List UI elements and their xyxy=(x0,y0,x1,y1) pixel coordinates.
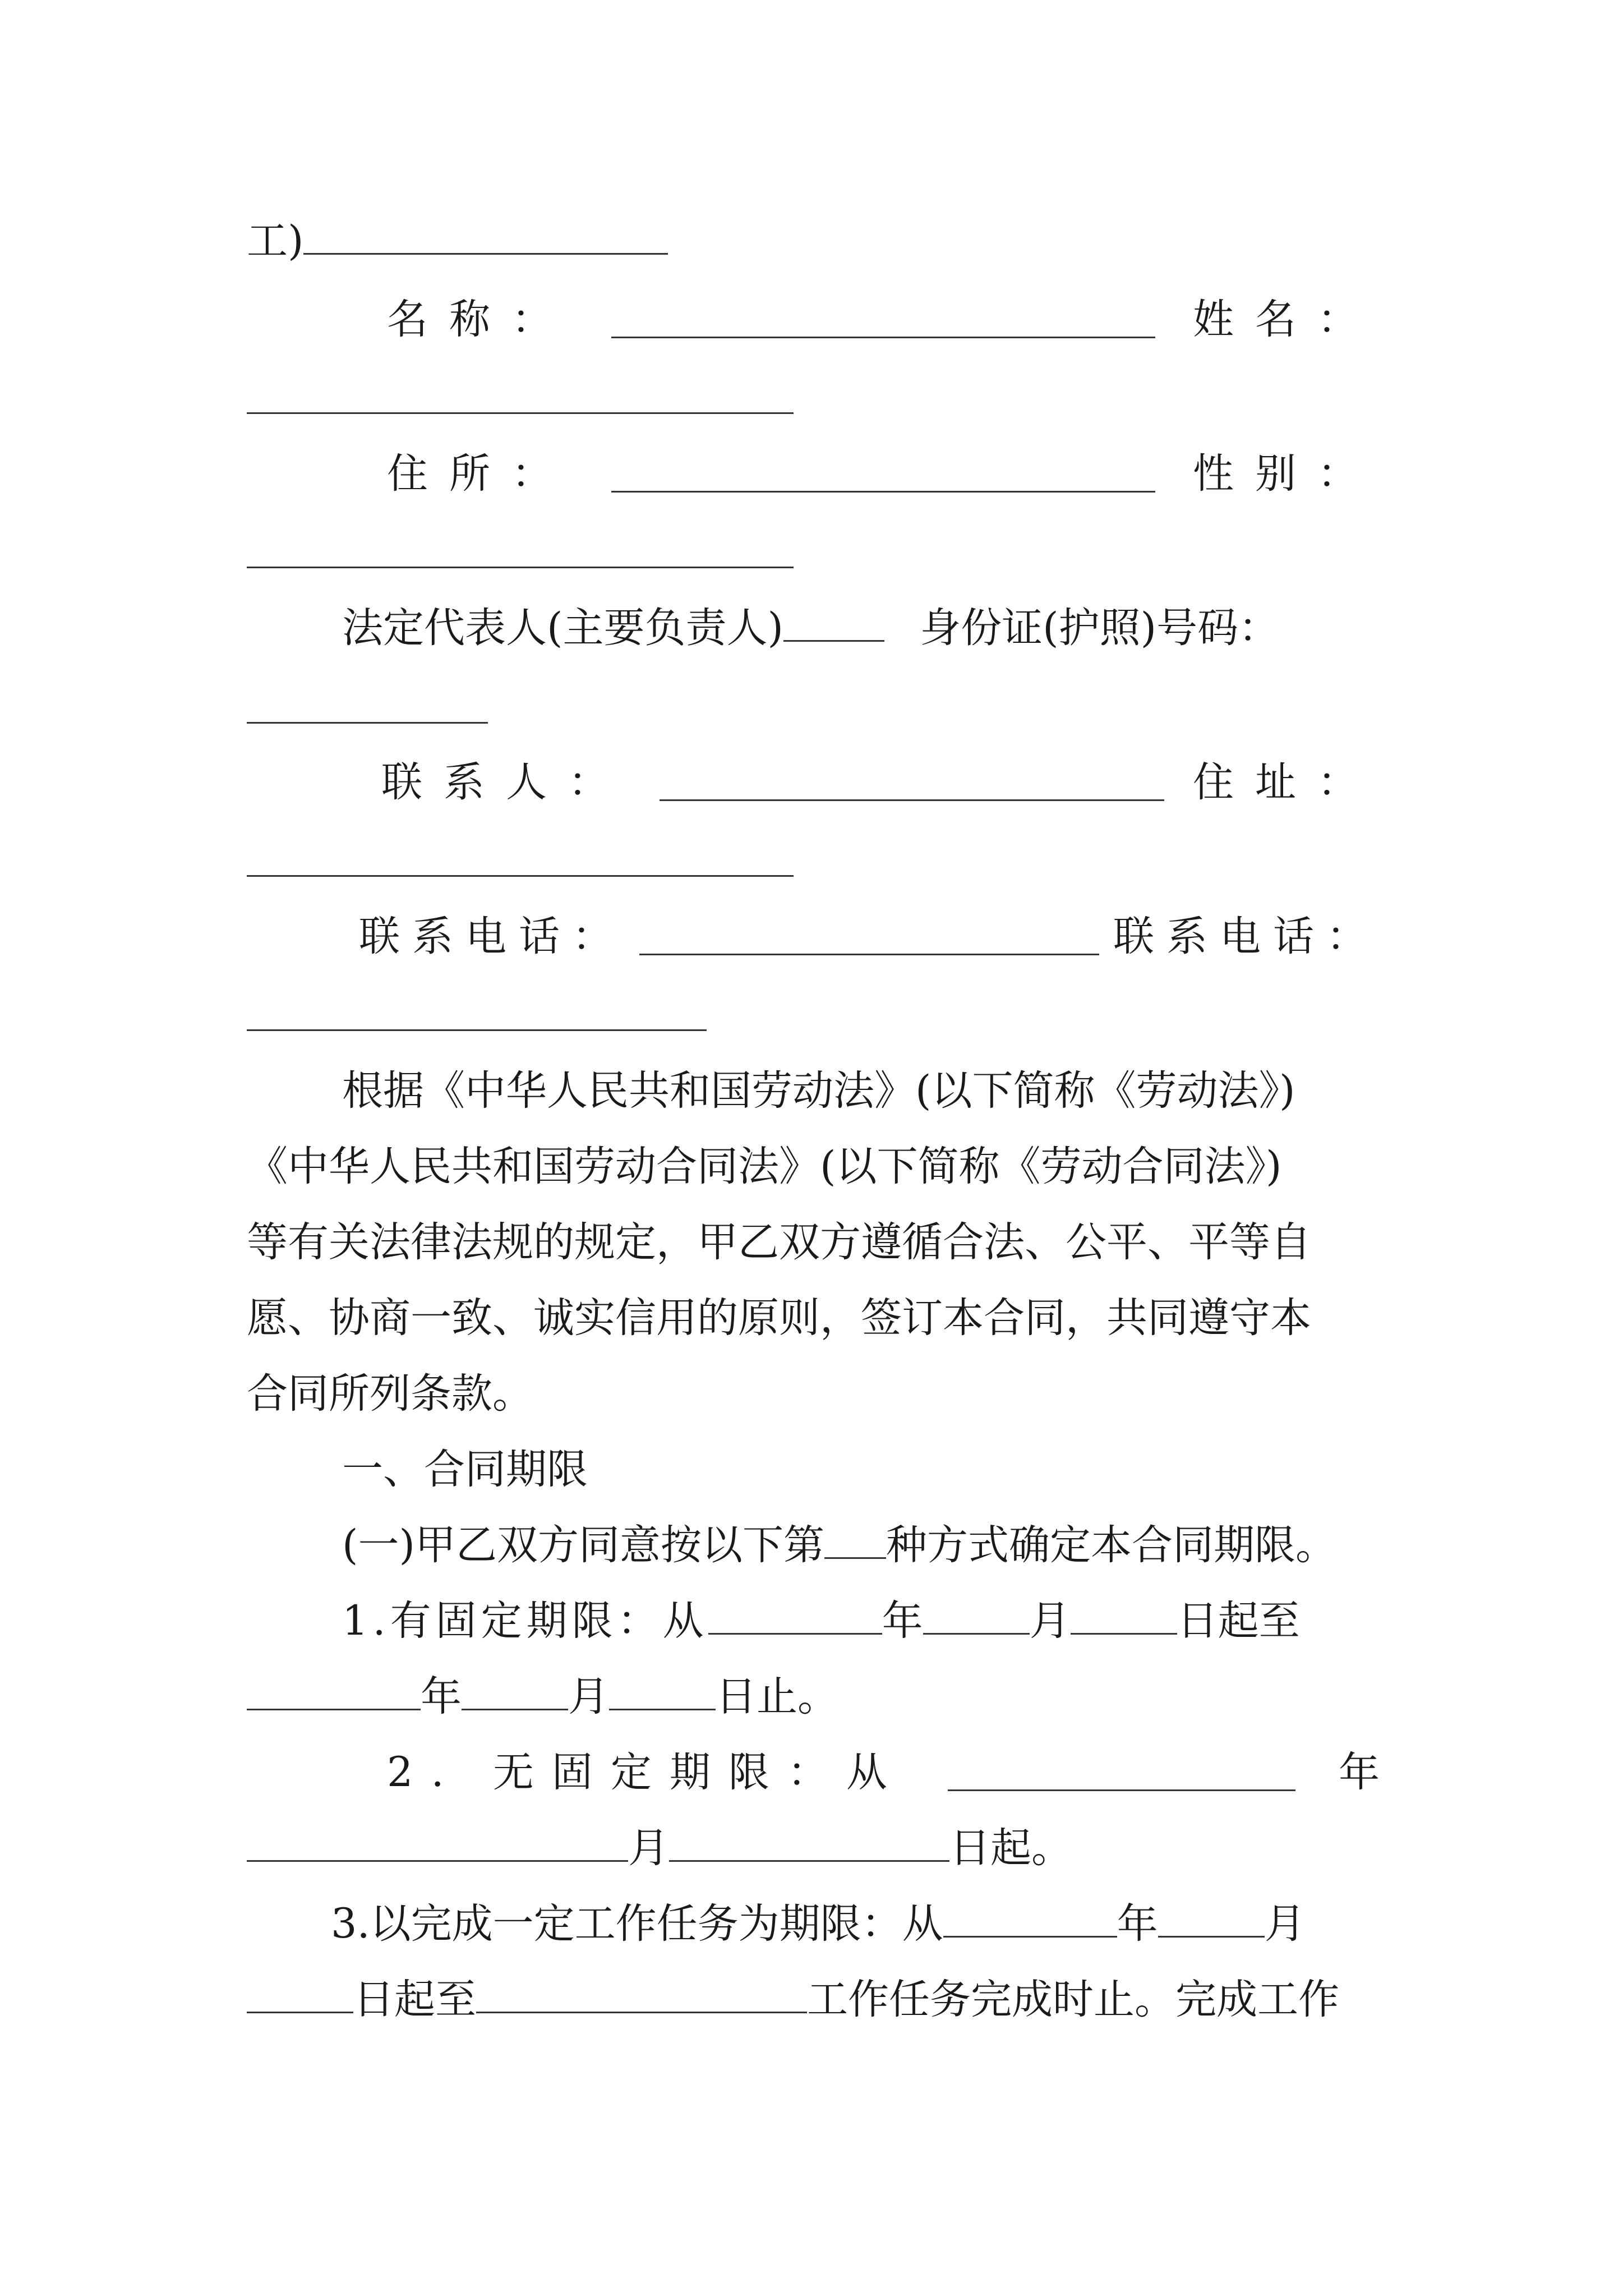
fixed-term-end-row xyxy=(247,1663,1380,1731)
id-label: 身份证(护照)号码： xyxy=(920,604,1280,652)
month-text: 月 xyxy=(628,1824,669,1872)
start-month-blank xyxy=(923,1598,1030,1635)
task-term-cont-row xyxy=(247,1966,1380,2033)
legal-rep-row xyxy=(247,595,1380,662)
open-start-day-blank xyxy=(669,1825,949,1862)
day-start-text: 日起。 xyxy=(949,1824,1072,1872)
term-choice-label: (一)甲乙双方同意按以下第 xyxy=(342,1521,824,1569)
task-start-year-blank xyxy=(943,1901,1117,1938)
contact-person-label: 联系人： xyxy=(381,758,630,806)
blank-line xyxy=(303,218,668,255)
section-heading: 一、合同期限 xyxy=(342,1446,588,1493)
year-text: 年 xyxy=(1117,1900,1158,1948)
year-text: 年 xyxy=(882,1597,923,1645)
party-header-continuation xyxy=(247,208,1380,275)
gender-blank xyxy=(247,567,794,568)
month-text: 月 xyxy=(568,1673,609,1720)
task-term-row xyxy=(247,1890,1380,1958)
residence-blank xyxy=(247,875,794,877)
employer-address-label: 住所： xyxy=(387,450,574,498)
preamble-line: 等有关法律法规的规定，甲乙双方遵循合法、公平、平等自 xyxy=(247,1218,1311,1266)
preamble-line: 合同所列条款。 xyxy=(247,1370,533,1418)
year-text: 年 xyxy=(1338,1749,1380,1796)
employer-phone-label: 联系电话： xyxy=(359,913,625,960)
task-start-month-blank xyxy=(1158,1901,1265,1938)
preamble-line: 愿、协商一致、诚实信用的原则，签订本合同，共同遵守本 xyxy=(247,1294,1311,1342)
task-start-day-blank xyxy=(247,1977,353,2013)
year-text: 年 xyxy=(421,1673,462,1720)
month-text: 月 xyxy=(1264,1900,1306,1948)
employee-phone-label: 联系电话： xyxy=(1113,913,1380,960)
legal-rep-label: 法定代表人(主要负责人) xyxy=(342,604,783,652)
task-term-label: 3.以完成一定工作任务为期限：从 xyxy=(331,1900,943,1948)
start-year-blank xyxy=(708,1598,882,1635)
cont-text: 工) xyxy=(247,217,304,265)
name-row xyxy=(247,286,1380,353)
term-choice-row xyxy=(247,1512,1380,1579)
employee-phone-blank xyxy=(247,1029,707,1031)
open-term-label: 2. 无固定期限：从 xyxy=(387,1749,905,1796)
day-from-to-text: 日起至 xyxy=(353,1976,476,2023)
end-month-blank xyxy=(462,1674,568,1710)
open-term-row xyxy=(247,1739,1380,1806)
legal-rep-blank xyxy=(783,605,884,642)
open-start-year-blank xyxy=(948,1755,1295,1791)
end-year-blank xyxy=(247,1674,421,1710)
contact-row xyxy=(247,749,1380,816)
employer-name-label: 名称： xyxy=(387,296,574,343)
residence-label: 住址： xyxy=(1193,758,1380,806)
fixed-term-label: 1.有固定期限：从 xyxy=(342,1597,708,1645)
month-text: 月 xyxy=(1029,1597,1071,1645)
open-start-month-blank xyxy=(247,1825,628,1862)
employer-address-blank xyxy=(611,456,1155,493)
end-day-blank xyxy=(609,1674,716,1710)
day-from-to-text: 日起至 xyxy=(1177,1597,1300,1645)
preamble-line: 根据《中华人民共和国劳动法》(以下简称《劳动法》) xyxy=(342,1067,1295,1115)
open-term-cont-row xyxy=(247,1815,1380,1882)
start-day-blank xyxy=(1071,1598,1177,1635)
employee-name-blank xyxy=(247,412,794,414)
phone-row xyxy=(247,903,1380,970)
task-name-blank xyxy=(476,1977,807,2013)
fixed-term-row xyxy=(247,1588,1380,1655)
id-blank xyxy=(247,722,488,724)
term-choice-blank xyxy=(824,1522,886,1559)
day-end-text: 日止。 xyxy=(716,1673,838,1720)
employer-phone-blank xyxy=(639,919,1099,955)
term-choice-tail: 种方式确定本合同期限。 xyxy=(886,1521,1336,1569)
contact-person-blank xyxy=(660,765,1164,801)
address-row xyxy=(247,440,1380,508)
task-tail-text: 工作任务完成时止。完成工作 xyxy=(807,1976,1339,2023)
preamble-line: 《中华人民共和国劳动合同法》(以下简称《劳动合同法》) xyxy=(247,1143,1282,1190)
gender-label: 性别： xyxy=(1193,450,1380,498)
employer-name-blank xyxy=(611,302,1155,338)
employee-name-label: 姓名： xyxy=(1193,296,1380,343)
